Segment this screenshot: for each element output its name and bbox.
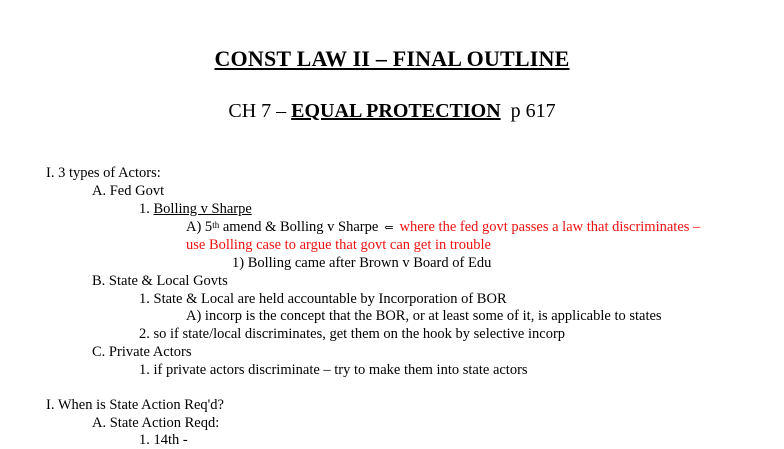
outline-item-a1-number: 1. bbox=[139, 201, 154, 217]
outline-item-a1a-mid: amend & Bolling v Sharpe bbox=[219, 219, 379, 235]
outline-item-a1a-note-2: use Bolling case to argue that govt can get in trouble bbox=[186, 237, 491, 253]
outline-item-a1a-prefix: A) 5 bbox=[186, 219, 213, 235]
outline-item-a1-case: Bolling v Sharpe bbox=[153, 201, 252, 217]
outline-item-a: A. Fed Govt bbox=[92, 183, 165, 199]
outline-item-a1a-note-1: where the fed govt passes a law that discriminates – bbox=[399, 219, 701, 235]
outline-item-b1: 1. State & Local are held accountable by Incorporation of BOR bbox=[139, 291, 507, 307]
chapter-prefix: CH 7 – bbox=[228, 100, 292, 122]
chapter-topic: EQUAL PROTECTION bbox=[291, 100, 501, 122]
outline-item-c1: 1. if private actors discriminate – try to make them into state actors bbox=[139, 362, 528, 378]
outline-item-a1a-sup: th bbox=[212, 220, 220, 230]
chapter-page: p 617 bbox=[510, 100, 556, 122]
outline-item-s2a1: 1. 14th - bbox=[139, 432, 188, 448]
outline-item-b1a: A) incorp is the concept that the BOR, or at least some of it, is applicable to states bbox=[186, 308, 662, 324]
outline-item-b2: 2. so if state/local discriminates, get them on the hook by selective incorp bbox=[139, 326, 566, 342]
outline-item-a1 bbox=[139, 200, 252, 218]
outline-section-2: I. When is State Action Req'd? bbox=[46, 397, 224, 413]
outline-item-s2a: A. State Action Reqd: bbox=[92, 415, 220, 431]
outline-item-b: B. State & Local Govts bbox=[92, 273, 228, 289]
document-title: CONST LAW II – FINAL OUTLINE bbox=[214, 46, 570, 71]
outline-item-a1a1: 1) Bolling came after Brown v Board of Edu bbox=[232, 255, 492, 271]
outline-item-c: C. Private Actors bbox=[92, 344, 192, 360]
left-arrow-icon: ⇐ bbox=[384, 222, 394, 234]
outline-section-1: I. 3 types of Actors: bbox=[46, 165, 161, 181]
chapter-heading bbox=[0, 100, 784, 123]
outline-item-a1a bbox=[186, 218, 700, 237]
